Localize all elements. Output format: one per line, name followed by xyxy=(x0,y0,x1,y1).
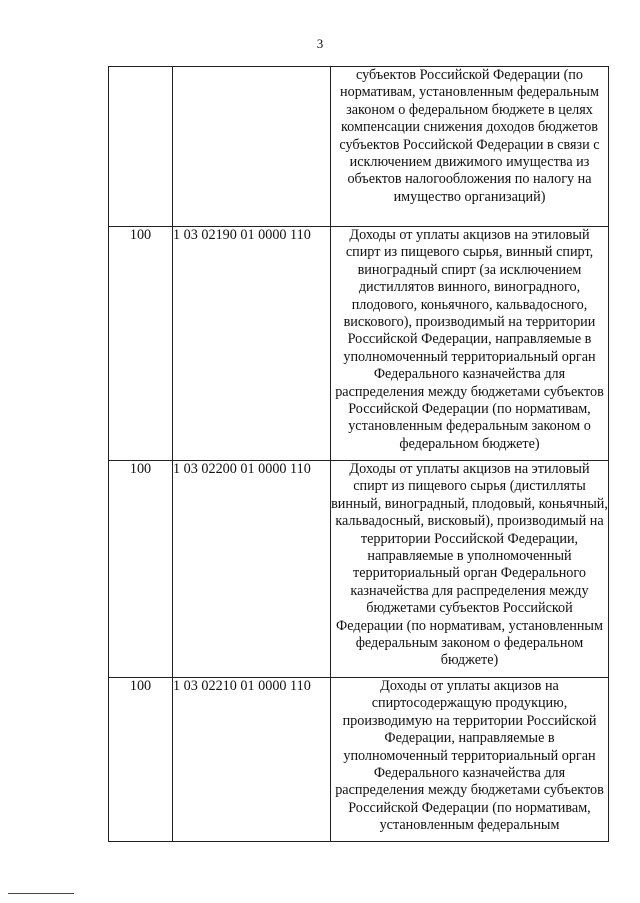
table-row xyxy=(109,227,609,461)
revenue-description-cell: Доходы от уплаты акцизов на спиртосодержащую продукцию, производимую на территории Российской Федерации, направляемые в уполномоченный территориальный орган Федерального казначейства для распределения между бюджетами субъектов Российской Федерации (по нормативам, установленным федеральным xyxy=(331,678,609,842)
footer-divider xyxy=(8,893,74,894)
admin-code-cell: 100 xyxy=(109,678,173,842)
revenue-description-cell: Доходы от уплаты акцизов на этиловый спирт из пищевого сырья, винный спирт, виноградный спирт (за исключением дистиллятов винного, виноградного, плодового, коньячного, кальвадосного, вискового), производимый на территории Российской Федерации, направляемые в уполномоченный территориальный орган Федерального казначейства для распределения между бюджетами субъектов Российской Федерации (по нормативам, установленным федеральным законом о федеральном бюджете) xyxy=(331,227,609,461)
revenue-code-cell: 1 03 02200 01 0000 110 xyxy=(173,461,331,678)
page-number: 3 xyxy=(316,36,324,51)
table-row xyxy=(109,678,609,842)
revenue-description-cell: субъектов Российской Федерации (по нормативам, установленным федеральным законом о федеральном бюджете в целях компенсации снижения доходов бюджетов субъектов Российской Федерации в связи с исключением движимого имущества из объектов налогообложения по налогу на имущество организаций) xyxy=(331,67,609,227)
revenue-code-cell: 1 03 02190 01 0000 110 xyxy=(173,227,331,461)
admin-code-cell: 100 xyxy=(109,227,173,461)
revenue-code-cell: 1 03 02210 01 0000 110 xyxy=(173,678,331,842)
table-row xyxy=(109,67,609,227)
budget-revenue-table xyxy=(108,66,609,842)
table-row xyxy=(109,461,609,678)
admin-code-cell: 100 xyxy=(109,461,173,678)
revenue-code-cell xyxy=(173,67,331,227)
revenue-description-cell: Доходы от уплаты акцизов на этиловый спирт из пищевого сырья (дистилляты винный, виноградный, плодовый, коньячный, кальвадосный, висковый), производимый на территории Российской Федерации, направляемые в уполномоченный территориальный орган Федерального казначейства для распределения между бюджетами субъектов Российской Федерации (по нормативам, установленным федеральным законом о федеральном бюджете) xyxy=(331,461,609,678)
admin-code-cell xyxy=(109,67,173,227)
